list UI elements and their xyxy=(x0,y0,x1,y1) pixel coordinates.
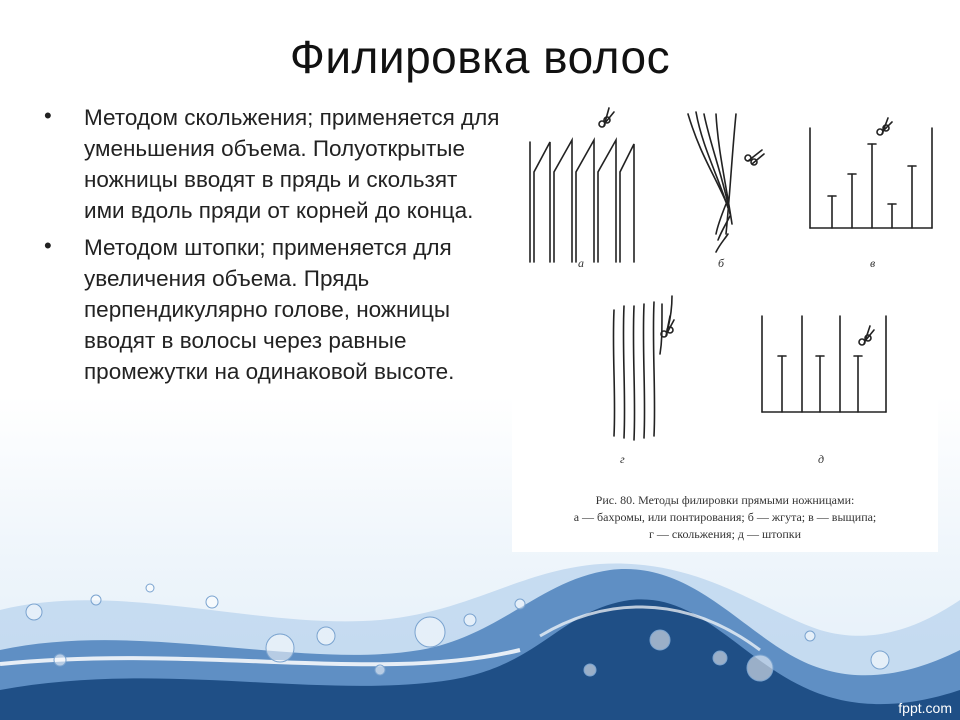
bullet-marker: • xyxy=(44,233,52,258)
label-c: в xyxy=(870,256,876,270)
caption-line: Рис. 80. Методы филировки прямыми ножницами: xyxy=(595,493,855,507)
caption-line: а — бахромы, или понтирования; б — жгута; в — выщипа; xyxy=(573,510,877,524)
figure-panel xyxy=(512,84,938,552)
diagram-fringe xyxy=(530,140,634,262)
scissors-icon xyxy=(745,150,764,165)
diagram-pluck xyxy=(810,128,932,228)
haircut-diagrams xyxy=(512,84,938,552)
watermark: fppt.com xyxy=(898,700,952,716)
scissors-icon xyxy=(859,326,874,345)
scissors-icon xyxy=(877,118,892,135)
label-d: г xyxy=(620,452,625,466)
label-a: а xyxy=(578,256,584,270)
bullet-item xyxy=(44,232,504,387)
water-wave-decoration xyxy=(0,540,960,720)
scissors-icon xyxy=(661,316,674,337)
figure-caption xyxy=(512,492,938,543)
bullet-text: Методом скольжения; применяется для уменьшения объема. Полуоткрытые ножницы вводят в прядь и скользят ими вдоль пряди от корней до конца. xyxy=(84,105,500,223)
bullet-marker: • xyxy=(44,103,52,128)
diagram-twist xyxy=(688,112,736,252)
bullet-item xyxy=(44,102,504,226)
label-b: б xyxy=(718,256,725,270)
slide-title: Филировка волос xyxy=(289,31,671,83)
diagram-slide xyxy=(613,296,672,440)
label-e: д xyxy=(818,452,825,466)
scissors-icon xyxy=(599,108,614,127)
diagram-darn xyxy=(762,316,886,412)
caption-line: г — скольжения; д — штопки xyxy=(648,527,802,541)
bullet-text: Методом штопки; применяется для увеличения объема. Прядь перпендикулярно голове, ножницы вводят в волосы через равные промежутки на одинаковой высоте. xyxy=(84,235,455,384)
bullet-list xyxy=(44,102,504,393)
